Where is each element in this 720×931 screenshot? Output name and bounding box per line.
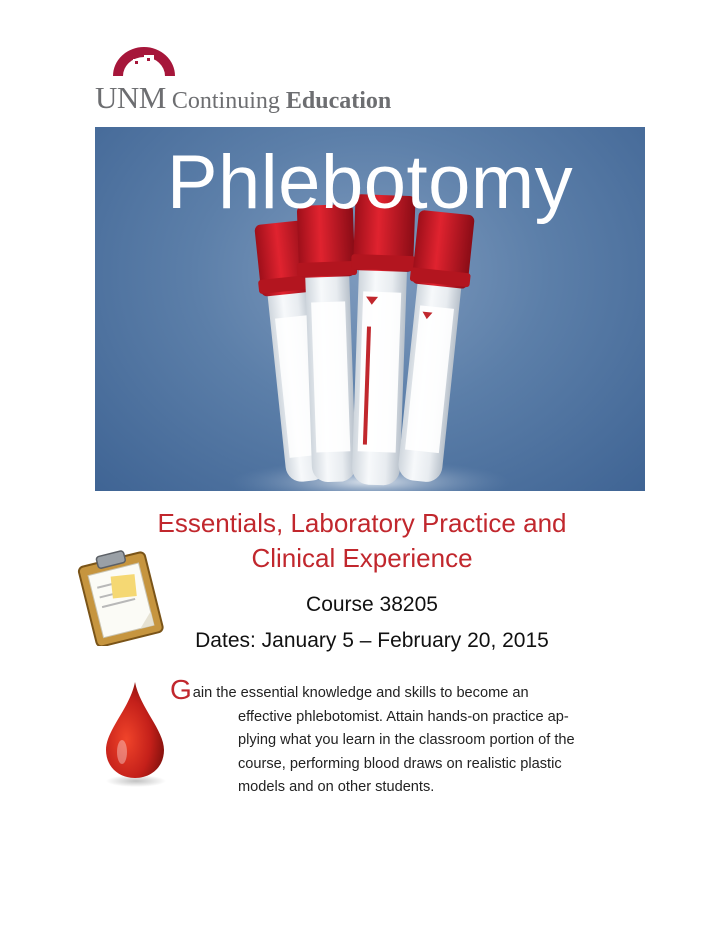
description-line: models and on other students. (238, 779, 435, 795)
hero-title: Phlebotomy (166, 140, 574, 225)
description-line: plying what you learn in the classroom portion of the (238, 732, 575, 748)
course-dates: Dates: January 5 – February 20, 2015 (195, 629, 549, 652)
blood-drop-icon (100, 678, 170, 790)
description-line: course, performing blood draws on realistic plastic (238, 755, 562, 772)
description-line-1-text: ain the essential knowledge and skills to become an (192, 685, 529, 701)
description-line-1 (170, 674, 640, 706)
subtitle-line-1: Essentials, Laboratory Practice and (157, 508, 567, 538)
unm-logo (95, 44, 425, 114)
logo-education: Education (285, 88, 392, 114)
description-line: effective phlebotomist. Attain hands-on practice ap- (238, 708, 569, 725)
logo-continuing: Continuing (171, 88, 280, 114)
description-paragraph (170, 674, 640, 800)
logo-unm: UNM (95, 80, 166, 115)
course-number: Course 38205 (306, 593, 438, 616)
logo-arc-icon (109, 44, 179, 78)
hero-image (95, 127, 645, 491)
logo-text (95, 80, 391, 116)
drop-cap: G (170, 674, 192, 705)
subtitle-line-2: Clinical Experience (251, 543, 473, 573)
